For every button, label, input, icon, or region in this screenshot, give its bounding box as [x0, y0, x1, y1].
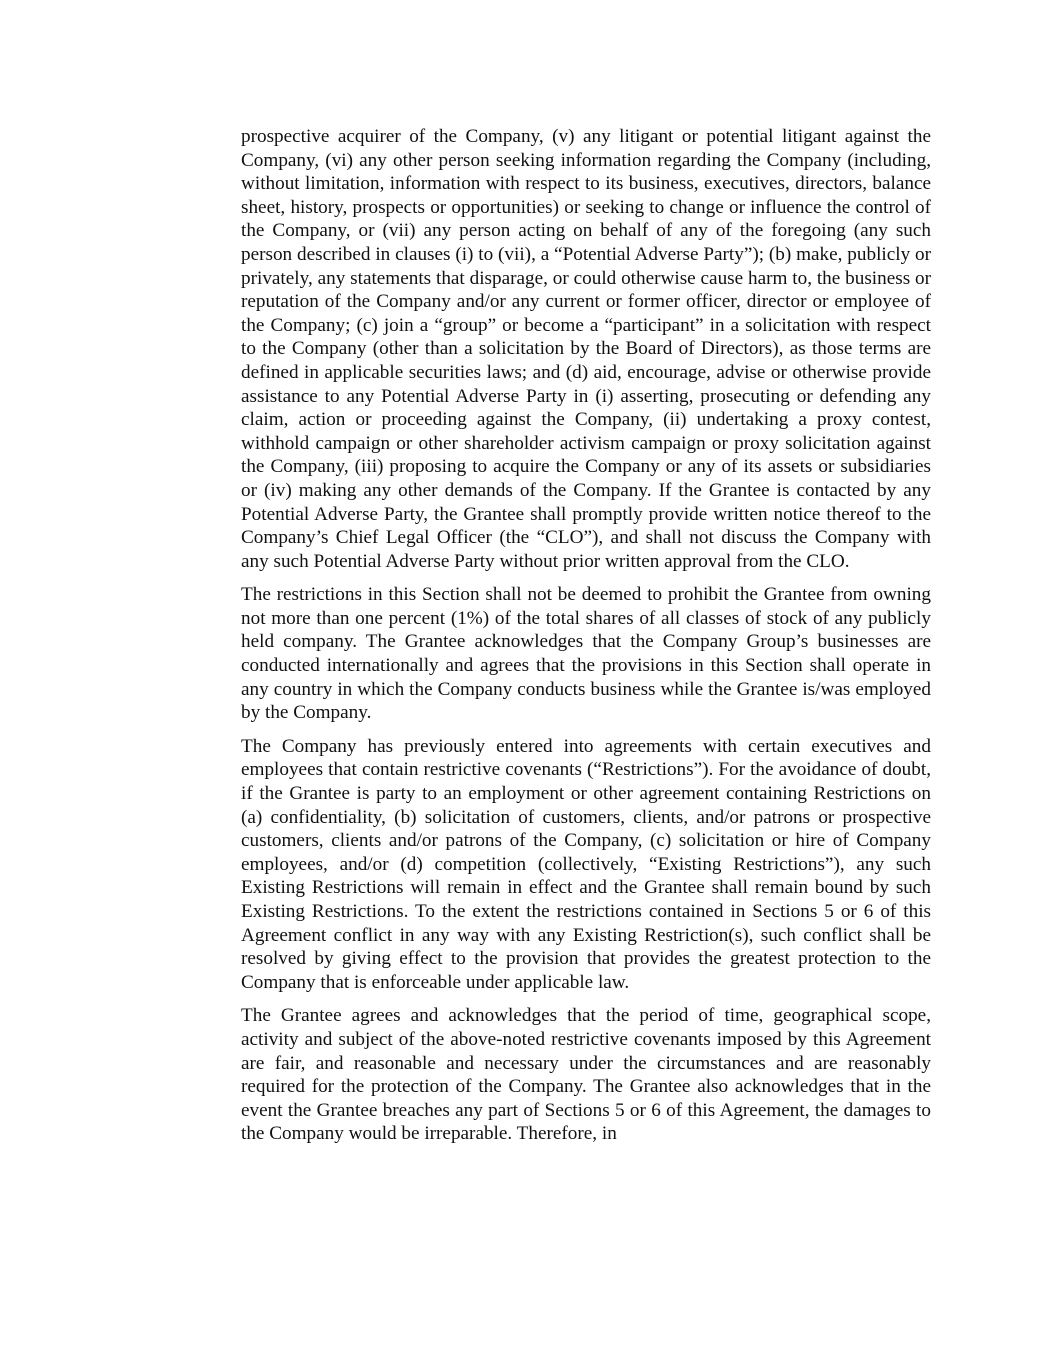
paragraph-reasonableness-acknowledgment: The Grantee agrees and acknowledges that the period of time, geographical scope, activity and subject of the above-noted restrictive covenants imposed by this Agreement are fair, and reasonable and necessary under the circumstances and are reasonably required for the protection of the Company. The Grantee also acknowledges that in the event the Grantee breaches any part of Sections 5 or 6 of this Agreement, the damages to the Company would be irreparable. Therefore, in — [241, 1005, 931, 1145]
paragraph-potential-adverse-party: prospective acquirer of the Company, (v) any litigant or potential litigant against the Company, (vi) any other person seeking information regarding the Company (including, without limitation, information with respect to its business, executives, directors, balance sheet, history, prospects or opportunities) or seeking to change or influence the control of the Company, or (vii) any person acting on behalf of any of the foregoing (any such person described in clauses (i) to (vii), a “Potential Adverse Party”); (b) make, publicly or privately, any statements that disparage, or could otherwise cause harm to, the business or reputation of the Company and/or any current or former officer, director or employee of the Company; (c) join a “group” or become a “participant” in a solicitation with respect to the Company (other than a solicitation by the Board of Directors), as those terms are defined in applicable securities laws; and (d) aid, encourage, advise or otherwise provide assistance to any Potential Adverse Party in (i) asserting, prosecuting or defending any claim, action or proceeding against the Company, (ii) undertaking a proxy contest, withhold campaign or other shareholder activism campaign or proxy solicitation against the Company, (iii) proposing to acquire the Company or any of its assets or subsidiaries or (iv) making any other demands of the Company. If the Grantee is contacted by any Potential Adverse Party, the Grantee shall promptly provide written notice thereof to the Company’s Chief Legal Officer (the “CLO”), and shall not discuss the Company with any such Potential Adverse Party without prior written approval from the CLO. — [241, 126, 931, 572]
document-body — [241, 125, 931, 1156]
paragraph-existing-restrictions: The Company has previously entered into agreements with certain executives and employees that contain restrictive covenants (“Restrictions”). For the avoidance of doubt, if the Grantee is party to an employment or other agreement containing Restrictions on (a) confidentiality, (b) solicitation of customers, clients, and/or patrons or prospective customers, clients and/or patrons of the Company, (c) solicitation or hire of Company employees, and/or (d) competition (collectively, “Existing Restrictions”), any such Existing Restrictions will remain in effect and the Grantee shall remain bound by such Existing Restrictions. To the extent the restrictions contained in Sections 5 or 6 of this Agreement conflict in any way with any Existing Restriction(s), such conflict shall be resolved by giving effect to the provision that provides the greatest protection to the Company that is enforceable under applicable law. — [241, 735, 931, 993]
paragraph-stock-ownership-exception: The restrictions in this Section shall not be deemed to prohibit the Grantee from owning not more than one percent (1%) of the total shares of all classes of stock of any publicly held company. The Grantee acknowledges that the Company Group’s businesses are conducted internationally and agrees that the provisions in this Section shall operate in any country in which the Company conducts business while the Grantee is/was employed by the Company. — [241, 584, 931, 724]
